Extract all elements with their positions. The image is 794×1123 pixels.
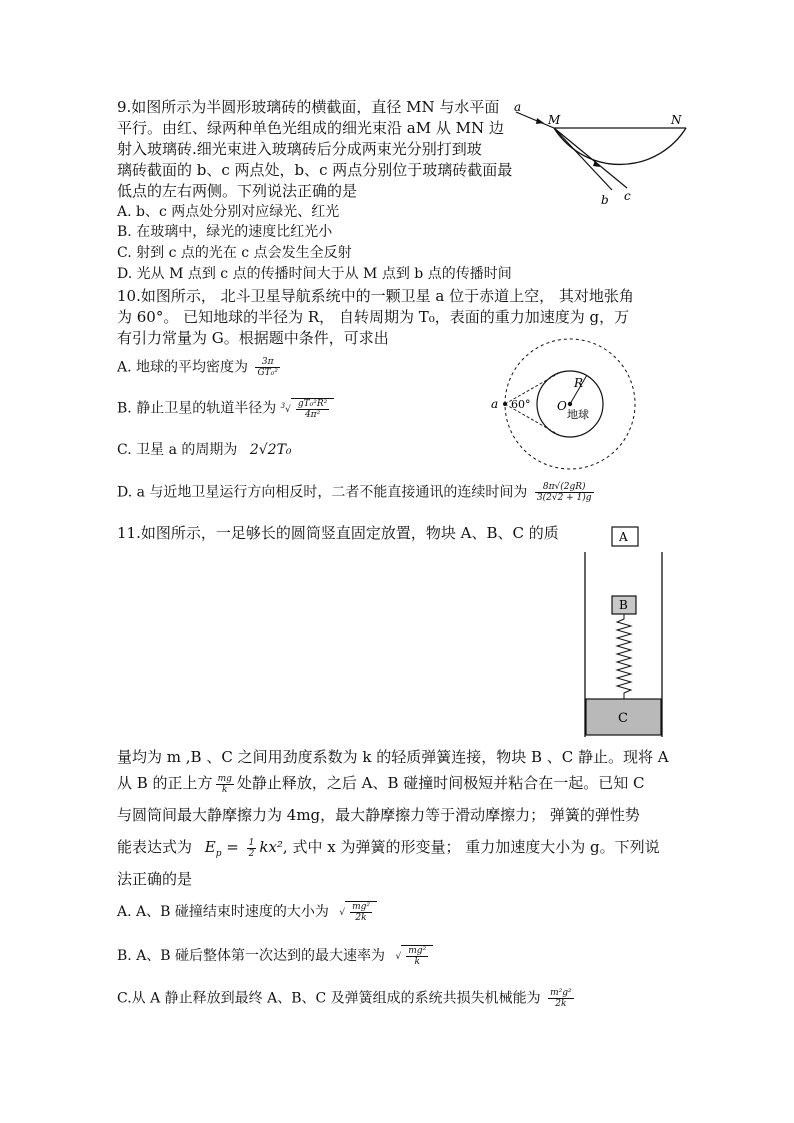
q11-line-2 — [117, 773, 645, 795]
q10-option-c-expr: 2√2T₀ — [249, 442, 292, 458]
q9-semicircle-figure — [510, 100, 700, 212]
frac-den: 2k — [355, 913, 367, 923]
q10-option-c-text: C. 卫星 a 的周期为 — [117, 442, 238, 458]
q10-label-R: R — [574, 376, 584, 390]
q11-intro: 11.如图所示，一足够长的圆筒竖直固定放置，物块 A、B、C 的质 — [117, 524, 559, 542]
q10-label-angle: 60° — [511, 398, 531, 411]
q11-line-4 — [117, 837, 660, 864]
q11-option-c-text: C.从 A 静止释放到最终 A、B、C 及弹簧组成的系统共损失机械能为 — [117, 990, 541, 1007]
q11-option-c-fraction — [548, 988, 574, 1009]
q9-option-b: B. 在玻璃中，绿光的速度比红光小 — [117, 224, 333, 240]
q10-option-c — [117, 441, 292, 459]
q11-spring — [617, 614, 631, 699]
q11-line-2-a: 从 B 的正上方 — [117, 774, 213, 792]
q10-option-a-fraction — [255, 357, 279, 378]
frac-den: GT₀² — [257, 368, 278, 378]
q10-line-3: 有引力常量为 G。根据题中条件，可求出 — [117, 329, 389, 347]
q9-ray-c — [554, 128, 627, 188]
q9-option-c: C. 射到 c 点的光在 c 点会发生全反射 — [117, 245, 352, 261]
frac-den: 3(2√2 + 1)g — [536, 493, 592, 503]
q9-label-N: N — [671, 113, 682, 127]
q11-option-b-root: √ $\frac{\text{mg²}}{k}$ — [396, 945, 434, 967]
q11-line-1: 量均为 m ,B 、C 之间用劲度系数为 k 的轻质弹簧连接，物块 B 、C 静止。现将 A — [117, 748, 669, 766]
q9-line-1: 9.如图所示为半圆形玻璃砖的横截面，直径 MN 与水平面 — [117, 98, 500, 116]
q11-drop-height-fraction — [216, 774, 234, 795]
q10-line-2: 为 60°。 已知地球的半径为 R， 自转周期为 T₀，表面的重力加速度为 g，万 — [117, 308, 630, 326]
q9-line-4: 璃砖截面的 b、c 两点处，b、c 两点分别位于玻璃砖截面最 — [117, 161, 513, 179]
frac-num: gT₀²R² — [297, 399, 328, 409]
q9-label-c: c — [624, 189, 631, 203]
frac-den: 2 — [248, 848, 255, 859]
q11-label-B: B — [619, 598, 628, 612]
q11-line-3: 与圆筒间最大静摩擦力为 4mg，最大静摩擦力等于滑动摩擦力； 弹簧的弹性势 — [117, 806, 640, 824]
frac-num: mg² — [352, 902, 370, 912]
q11-line-4-b: , 式中 x 为弹簧的形变量； 重力加速度大小为 g。下列说 — [282, 838, 660, 856]
frac-num: mg — [217, 773, 232, 784]
frac-num: 1 — [248, 837, 255, 848]
q10-option-a — [117, 357, 283, 378]
q10-label-O: O — [557, 399, 567, 413]
frac-den: k — [414, 957, 420, 967]
frac-num: m²g² — [550, 988, 572, 998]
q9-option-d: D. 光从 M 点到 c 点的传播时间大于从 M 点到 b 点的传播时间 — [117, 266, 512, 282]
q9-line-2: 平行。由红、绿两种单色光组成的细光束沿 aM 从 MN 边 — [117, 119, 504, 137]
frac-den: 4π² — [304, 410, 321, 420]
q10-option-d — [117, 482, 597, 503]
ep-sub: p — [215, 849, 222, 859]
frac-num: 8π√(2gR) — [535, 482, 594, 493]
frac-den: k — [221, 784, 228, 795]
frac-num: mg² — [408, 946, 427, 956]
frac-den: 2k — [555, 999, 567, 1009]
q11-option-b — [117, 945, 433, 967]
q11-label-A: A — [619, 530, 628, 544]
q11-option-b-text: B. A、B 碰后整体第一次达到的最大速率为 — [117, 948, 386, 964]
q9-line-3: 射入玻璃砖.细光束进入玻璃砖后分成两束光分别打到玻 — [117, 140, 482, 158]
q11-option-a-root: √ $\frac{\text{mg²}}{2k}$ — [339, 901, 377, 923]
q9-label-b: b — [601, 193, 609, 207]
q10-satellite-dot — [503, 402, 507, 406]
q11-line-2-b: 处静止释放，之后 A、B 碰撞时间极短并粘合在一起。已知 C — [236, 774, 645, 792]
q9-label-a: a — [514, 100, 522, 114]
q9-arrow-icon — [536, 118, 544, 124]
q11-cylinder-figure — [580, 522, 670, 740]
ep-lhs: E — [204, 838, 216, 856]
q9-ray-b — [554, 128, 612, 190]
q10-option-b-root: $^3$√ $\frac{\text{gT₀²R²}}{\text{4π²}}$ — [281, 397, 335, 420]
q10-option-d-fraction — [535, 482, 594, 503]
q10-option-b — [117, 397, 334, 420]
ep-eq: = — [221, 838, 244, 856]
q10-option-b-text: B. 静止卫星的轨道半径为 — [117, 400, 277, 417]
q11-option-a-text: A. A、B 碰撞结束时速度的大小为 — [117, 904, 329, 920]
q9-line-5: 低点的左右两侧。下列说法正确的是 — [117, 182, 358, 200]
q11-line-4-a: 能表达式为 — [117, 838, 193, 856]
q10-option-a-text: A. 地球的平均密度为 — [117, 359, 249, 376]
q9-label-M: M — [548, 113, 561, 127]
ep-rhs: kx² — [259, 838, 283, 856]
q10-earth-figure — [485, 335, 645, 475]
q10-center-dot — [568, 402, 572, 406]
q10-label-a: a — [491, 397, 499, 411]
q10-line-1: 10.如图所示， 北斗卫星导航系统中的一颗卫星 a 位于赤道上空， 其对地张角 — [117, 287, 634, 305]
q11-label-C: C — [618, 711, 628, 726]
q11-ep-formula — [204, 837, 283, 859]
q11-option-a — [117, 901, 377, 923]
q11-line-5: 法正确的是 — [117, 870, 193, 888]
frac-num: 3π — [255, 357, 279, 368]
q11-option-c — [117, 988, 577, 1009]
q9-option-a: A. b、c 两点处分别对应绿光、红光 — [117, 204, 340, 220]
root-index: 3 — [280, 402, 286, 410]
q10-label-earth: 地球 — [567, 408, 589, 421]
q10-option-d-text: D. a 与近地卫星运行方向相反时，二者不能直接通讯的连续时间为 — [117, 484, 528, 501]
q9-glass-arc — [554, 128, 686, 164]
